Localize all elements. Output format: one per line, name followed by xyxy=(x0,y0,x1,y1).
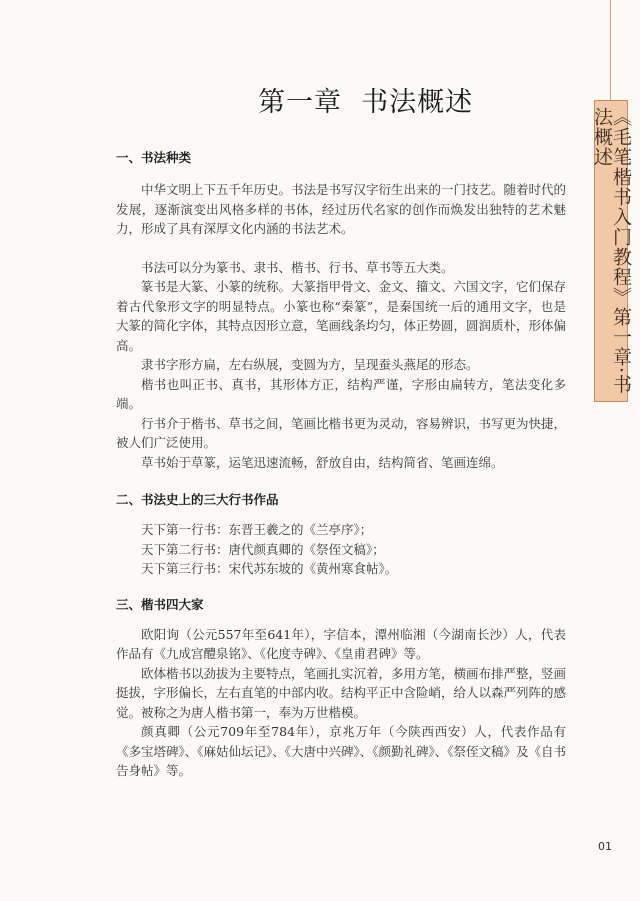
paragraph: 篆书是大篆、小篆的统称。大篆指甲骨文、金文、籀文、六国文字，它们保存着古代象形文字的明显特点。小篆也称“秦篆”，是秦国统一后的通用文字，也是大篆的简化字体，其特点因形立意，笔画线条均匀，体正势圆，圆润质朴，形体偏高。 xyxy=(116,279,567,353)
paragraph: 欧阳询（公元557年至641年），字信本，潭州临湘（今湖南长沙）人，代表作品有《九成宫醴泉铭》、《化度寺碑》、《皇甫君碑》等。 xyxy=(116,626,566,661)
paragraph: 书法可以分为篆书、隶书、楷书、行书、草书等五大类。 xyxy=(141,259,454,275)
paragraph: 楷书也叫正书、真书，其形体方正，结构严谨，字形由扁转方，笔法变化多端。 xyxy=(116,376,566,411)
page-number: 01 xyxy=(598,840,612,853)
decorative-line xyxy=(610,0,611,100)
paragraph: 草书始于草篆，运笔迅速流畅，舒放自由，结构简省、笔画连绵。 xyxy=(141,454,504,470)
works-list-item: 天下第二行书：唐代颜真卿的《祭侄文稿》； xyxy=(141,541,385,557)
works-list-item: 天下第一行书：东晋王羲之的《兰亭序》； xyxy=(141,522,373,537)
paragraph: 行书介于楷书、草书之间，笔画比楷书更为灵动，容易辨识，书写更为快捷，被人们广泛使用。 xyxy=(116,415,567,450)
paragraph: 隶书字形方扁，左右纵展，变圆为方，呈现蚕头燕尾的形态。 xyxy=(141,357,479,372)
section-heading-3: 三、楷书四大家 xyxy=(116,596,204,612)
chapter-title: 第一章 书法概述 xyxy=(258,87,474,118)
section-heading-1: 一、书法种类 xyxy=(116,150,192,165)
paragraph: 中华文明上下五千年历史。书法是书写汉字衍生出来的一门技艺。随着时代的发展，逐渐演变出风格多样的书体，经过历代名家的创作而焕发出独特的艺术魅力，形成了具有深厚文化内涵的书法艺术。 xyxy=(116,182,567,236)
side-tab-text: 《毛笔楷书入门教程》第一章·书法概述 xyxy=(591,107,632,395)
section-heading-2: 二、书法史上的三大行书作品 xyxy=(116,492,279,507)
paragraph: 颜真卿（公元709年至784年），京兆万年（今陕西西安）人，代表作品有《多宝塔碑》、《麻姑仙坛记》、《大唐中兴碑》、《颜勤礼碑》、《祭侄文稿》及《自书告身帖》等。 xyxy=(116,724,567,778)
side-chapter-tab xyxy=(591,100,632,402)
page-content xyxy=(116,148,566,781)
works-list-item: 天下第三行书：宋代苏东坡的《黄州寒食帖》。 xyxy=(141,561,398,576)
paragraph: 欧体楷书以劲拔为主要特点，笔画扎实沉着，多用方笔，横画布排严整，竖画挺拔，字形偏长，左右直笔的中部内收。结构平正中含险峭，给人以森严列阵的感觉。被称之为唐人楷书第一，奉为万世楷模。 xyxy=(116,665,567,720)
